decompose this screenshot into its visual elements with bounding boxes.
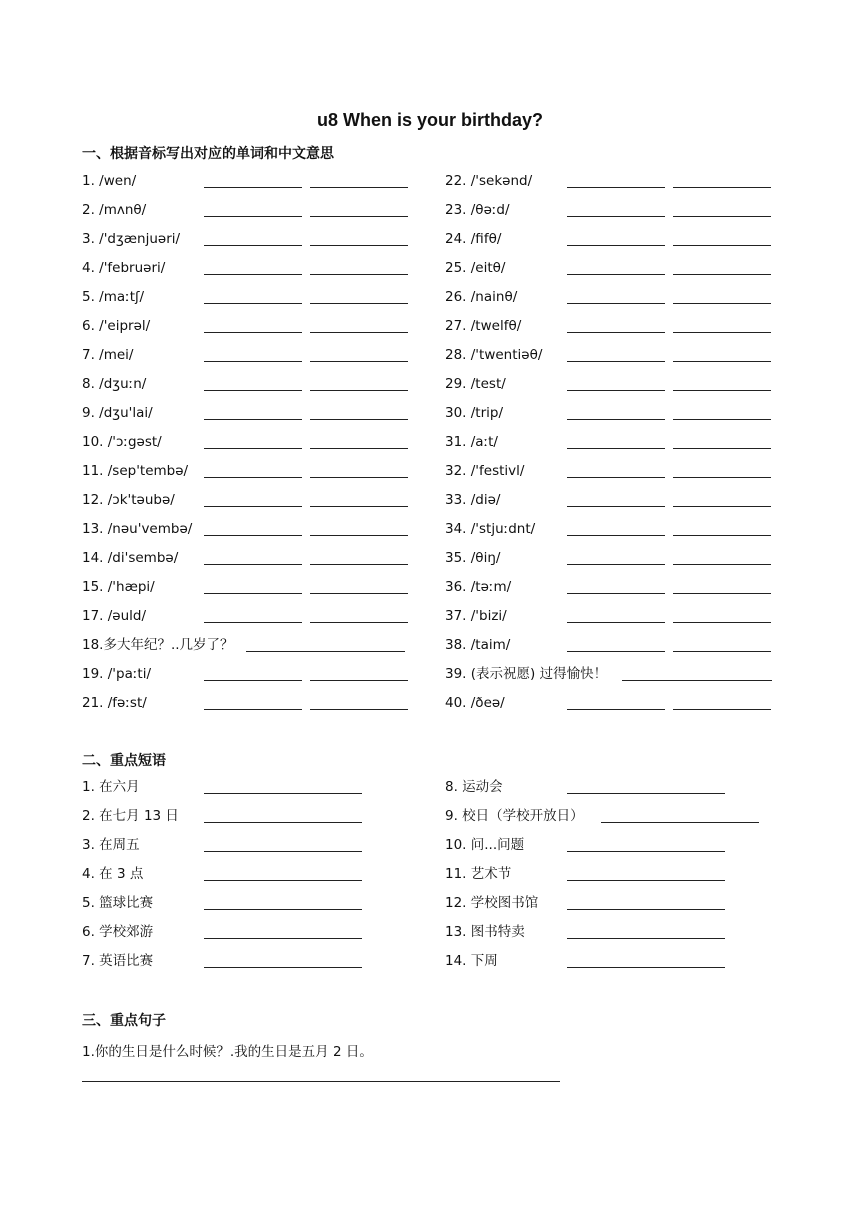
item-label: 14. /di'sembə/ (82, 550, 179, 566)
answer-blank-word[interactable] (567, 361, 665, 362)
answer-blank-word[interactable] (567, 909, 725, 910)
answer-blank-meaning[interactable] (310, 245, 408, 246)
answer-blank-word[interactable] (204, 622, 302, 623)
answer-blank-word[interactable] (567, 274, 665, 275)
item-label: 38. /taim/ (445, 637, 511, 653)
answer-blank-meaning[interactable] (673, 419, 771, 420)
item-label: 1. 在六月 (82, 779, 140, 795)
answer-blank-word[interactable] (204, 216, 302, 217)
answer-blank-meaning[interactable] (673, 709, 771, 710)
answer-blank-word[interactable] (567, 622, 665, 623)
answer-blank-word[interactable] (204, 709, 302, 710)
answer-blank-meaning[interactable] (673, 477, 771, 478)
answer-blank-meaning[interactable] (310, 419, 408, 420)
item-label: 33. /diə/ (445, 492, 501, 508)
answer-blank-meaning[interactable] (673, 622, 771, 623)
answer-blank-word[interactable] (204, 564, 302, 565)
answer-blank-meaning[interactable] (673, 245, 771, 246)
item-label: 13. 图书特卖 (445, 924, 525, 940)
answer-blank-word[interactable] (567, 564, 665, 565)
answer-blank-meaning[interactable] (310, 448, 408, 449)
answer-blank-word[interactable] (567, 477, 665, 478)
sentence-prompt: 1.你的生日是什么时候？.我的生日是五月 2 日。 (82, 1044, 373, 1060)
item-label: 30. /trip/ (445, 405, 504, 421)
answer-blank-meaning[interactable] (310, 274, 408, 275)
answer-blank-meaning[interactable] (310, 390, 408, 391)
answer-blank-meaning[interactable] (673, 332, 771, 333)
answer-blank-word[interactable] (567, 709, 665, 710)
answer-blank-meaning[interactable] (310, 709, 408, 710)
answer-blank-word[interactable] (204, 938, 362, 939)
answer-blank-meaning[interactable] (673, 187, 771, 188)
answer-blank-word[interactable] (246, 651, 405, 652)
answer-blank-meaning[interactable] (673, 564, 771, 565)
item-label: 25. /eitθ/ (445, 260, 506, 276)
answer-blank-meaning[interactable] (310, 593, 408, 594)
answer-blank-meaning[interactable] (310, 535, 408, 536)
answer-blank-meaning[interactable] (673, 390, 771, 391)
answer-blank-meaning[interactable] (673, 448, 771, 449)
item-label: 10. /'ɔːgəst/ (82, 434, 162, 450)
item-label: 5. 篮球比赛 (82, 895, 154, 911)
item-label: 18.多大年纪？..几岁了？ (82, 637, 234, 653)
answer-blank-word[interactable] (204, 332, 302, 333)
answer-blank-word[interactable] (204, 303, 302, 304)
answer-blank-word[interactable] (567, 851, 725, 852)
answer-blank-word[interactable] (567, 793, 725, 794)
item-label: 36. /təːm/ (445, 579, 512, 595)
answer-blank-meaning[interactable] (310, 216, 408, 217)
item-label: 4. 在 3 点 (82, 866, 144, 882)
answer-blank-word[interactable] (601, 822, 759, 823)
item-label: 11. 艺术节 (445, 866, 512, 882)
item-label: 27. /twelfθ/ (445, 318, 522, 334)
page-title: u8 When is your birthday? (316, 110, 544, 130)
item-label: 9. 校日（学校开放日） (445, 808, 584, 824)
answer-blank-meaning[interactable] (673, 593, 771, 594)
answer-blank-word[interactable] (204, 506, 302, 507)
item-label: 8. /dʒuːn/ (82, 376, 147, 392)
answer-blank-word[interactable] (567, 390, 665, 391)
item-label: 3. /'dʒænjuəri/ (82, 231, 181, 247)
answer-blank-word[interactable] (567, 245, 665, 246)
item-label: 6. /'eiprəl/ (82, 318, 151, 334)
answer-blank-word[interactable] (567, 938, 725, 939)
item-label: 7. 英语比赛 (82, 953, 154, 969)
item-label: 17. /əuld/ (82, 608, 147, 624)
item-label: 10. 问...问题 (445, 837, 525, 853)
answer-blank-word[interactable] (204, 274, 302, 275)
item-label: 12. /ɔk'təubə/ (82, 492, 175, 508)
answer-blank-word[interactable] (622, 680, 772, 681)
answer-blank-meaning[interactable] (310, 622, 408, 623)
answer-blank-word[interactable] (204, 448, 302, 449)
answer-blank-word[interactable] (204, 361, 302, 362)
answer-blank-meaning[interactable] (673, 303, 771, 304)
answer-blank-word[interactable] (204, 680, 302, 681)
answer-blank-meaning[interactable] (310, 303, 408, 304)
answer-blank-word[interactable] (567, 651, 665, 652)
answer-blank-word[interactable] (204, 477, 302, 478)
item-label: 2. /mʌnθ/ (82, 202, 147, 218)
item-label: 29. /test/ (445, 376, 506, 392)
section1-heading: 一、根据音标写出对应的单词和中文意思 (82, 146, 334, 162)
answer-blank-word[interactable] (204, 187, 302, 188)
item-label: 1. /wen/ (82, 173, 137, 189)
item-label: 21. /fəːst/ (82, 695, 147, 711)
answer-blank-word[interactable] (567, 448, 665, 449)
item-label: 24. /fifθ/ (445, 231, 502, 247)
item-label: 11. /sep'tembə/ (82, 463, 189, 479)
item-label: 4. /'februəri/ (82, 260, 166, 276)
answer-blank-word[interactable] (204, 793, 362, 794)
section3-heading: 三、重点句子 (82, 1013, 166, 1029)
item-label: 14. 下周 (445, 953, 498, 969)
section2-heading: 二、重点短语 (82, 753, 166, 769)
item-label: 34. /'stjuːdnt/ (445, 521, 536, 537)
answer-blank-meaning[interactable] (310, 680, 408, 681)
item-label: 23. /θəːd/ (445, 202, 510, 218)
answer-blank-word[interactable] (567, 332, 665, 333)
answer-blank-word[interactable] (204, 909, 362, 910)
item-label: 7. /mei/ (82, 347, 134, 363)
answer-blank-meaning[interactable] (310, 477, 408, 478)
answer-blank-word[interactable] (204, 390, 302, 391)
answer-blank-word[interactable] (567, 187, 665, 188)
item-label: 13. /nəu'vembə/ (82, 521, 193, 537)
answer-blank-word[interactable] (567, 303, 665, 304)
answer-blank-word[interactable] (204, 245, 302, 246)
answer-blank-word[interactable] (204, 822, 362, 823)
answer-blank-meaning[interactable] (310, 187, 408, 188)
item-label: 26. /nainθ/ (445, 289, 518, 305)
answer-blank-meaning[interactable] (673, 216, 771, 217)
answer-blank-word[interactable] (567, 216, 665, 217)
item-label: 8. 运动会 (445, 779, 503, 795)
answer-blank-word[interactable] (567, 535, 665, 536)
answer-blank-word[interactable] (204, 419, 302, 420)
answer-blank-meaning[interactable] (673, 651, 771, 652)
item-label: 15. /'hæpi/ (82, 579, 155, 595)
item-label: 31. /aːt/ (445, 434, 498, 450)
answer-blank-meaning[interactable] (673, 274, 771, 275)
answer-blank-word[interactable] (204, 851, 362, 852)
item-label: 40. /ðeə/ (445, 695, 505, 711)
answer-blank-word[interactable] (204, 593, 302, 594)
item-label: 9. /dʒu'lai/ (82, 405, 153, 421)
answer-blank-word[interactable] (567, 880, 725, 881)
item-label: 37. /'bizi/ (445, 608, 507, 624)
item-label: 2. 在七月 13 日 (82, 808, 179, 824)
item-label: 3. 在周五 (82, 837, 140, 853)
item-label: 5. /maːtʃ/ (82, 289, 145, 305)
answer-blank-word[interactable] (567, 967, 725, 968)
answer-blank-word[interactable] (204, 880, 362, 881)
answer-blank-meaning[interactable] (673, 535, 771, 536)
answer-blank-meaning[interactable] (310, 564, 408, 565)
answer-blank-meaning[interactable] (310, 361, 408, 362)
answer-blank-word[interactable] (204, 535, 302, 536)
answer-blank-word[interactable] (567, 593, 665, 594)
answer-blank-word[interactable] (567, 419, 665, 420)
answer-blank-meaning[interactable] (310, 332, 408, 333)
item-label: 35. /θiŋ/ (445, 550, 501, 566)
item-label: 32. /'festivl/ (445, 463, 525, 479)
item-label: 6. 学校郊游 (82, 924, 154, 940)
item-label: 39. (表示祝愿) 过得愉快！ (445, 666, 608, 682)
answer-blank-meaning[interactable] (310, 506, 408, 507)
answer-blank-word[interactable] (204, 967, 362, 968)
answer-blank-meaning[interactable] (673, 361, 771, 362)
item-label: 19. /'paːti/ (82, 666, 152, 682)
answer-blank-meaning[interactable] (673, 506, 771, 507)
item-label: 12. 学校图书馆 (445, 895, 539, 911)
answer-line[interactable] (82, 1081, 560, 1082)
answer-blank-word[interactable] (567, 506, 665, 507)
item-label: 22. /'sekənd/ (445, 173, 533, 189)
item-label: 28. /'twentiəθ/ (445, 347, 543, 363)
